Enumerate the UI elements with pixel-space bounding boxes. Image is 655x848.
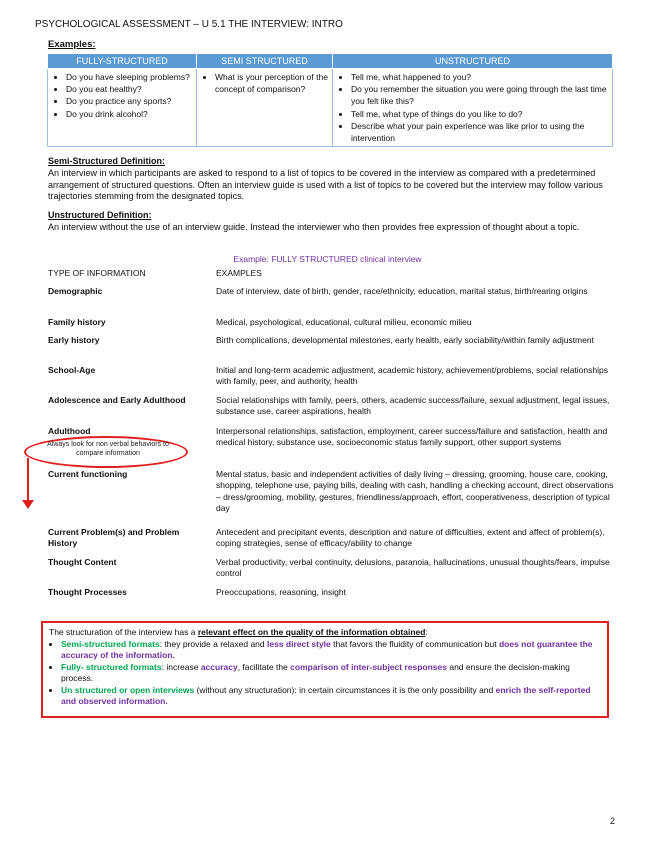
page-number: 2 — [610, 816, 616, 826]
list-item: • Tell me, what type of things do you like to do? — [351, 108, 608, 120]
summary-intro: The structuration of the interview has a relevant effect on the quality of the information obtained: — [49, 627, 428, 637]
row-type: Current functioning — [48, 469, 128, 479]
row-type: Current Problem(s) and Problem History — [48, 527, 180, 549]
unstructured-definition-text: An interview without the use of an interview guide. Instead the interviewer who then provides free expression of thought about a topic. — [48, 222, 580, 232]
list-item: • Do you eat healthy? — [66, 83, 192, 95]
row-type: Demographic — [48, 286, 103, 296]
row-examples: Mental status, basic and independent activities of daily living – dressing, grooming, house care, cooking, shopping, telephone use, paying bills, dealing with cash, handling a checking account, direct observations – dress/grooming, mobility, gestures, friendliness/approach, effort, cooperativeness, description of typical day — [216, 469, 614, 514]
list-item: • Do you remember the situation you were going through the last time you felt like this? — [351, 83, 608, 107]
examples-table — [47, 53, 613, 147]
fully-structured-examples — [48, 69, 197, 147]
annotation-note: Always look for non verbal behaviors to compare information — [47, 441, 169, 457]
list-item: • Describe what your pain experience was like prior to using the intervention — [351, 120, 608, 144]
list-item: • Do you practice any sports? — [66, 95, 192, 107]
arrow-down-icon — [22, 500, 34, 509]
unstructured-definition-title: Unstructured Definition: — [48, 210, 152, 220]
semi-structured-definition-title: Semi-Structured Definition: — [48, 156, 166, 166]
row-examples: Verbal productivity, verbal continuity, delusions, paranoia, hallucinations, unusual thoughts/fears, impulse control — [216, 557, 610, 579]
clinical-interview-heading: Example: FULLY STRUCTURED clinical interview — [233, 254, 422, 264]
column-header-semi-structured: SEMI STRUCTURED — [197, 54, 333, 69]
examples-label: Examples: — [48, 39, 96, 50]
unstructured-examples — [333, 69, 613, 147]
summary-item-unstructured: • Un structured or open interviews (without any structuration): in certain circumstances it is the only possibility and enrich the self-reported and observed information. — [61, 685, 601, 708]
row-type: Thought Processes — [48, 587, 127, 597]
row-type: Adulthood — [48, 426, 91, 436]
row-examples: Initial and long-term academic adjustment, academic history, achievement/problems, social relationships with family, peer, and authority, health — [216, 365, 608, 387]
column-header-examples: EXAMPLES — [216, 268, 262, 278]
summary-box — [41, 621, 609, 718]
column-header-fully-structured: FULLY-STRUCTURED — [48, 54, 197, 69]
list-item: • Do you have sleeping problems? — [66, 71, 192, 83]
row-examples: Social relationships with family, peers, others, academic success/failure, sexual adjustment, legal issues, substance use, career aspirations, health — [216, 395, 610, 417]
column-header-unstructured: UNSTRUCTURED — [333, 54, 613, 69]
semi-structured-definition-text: An interview in which participants are asked to respond to a list of topics to be covered in the interview as compared with a predetermined arrangement of structured questions. Often an interview guide is used with a list of topics to be covered but the interview may follow various trajectories stemming from the designated topics. — [48, 168, 603, 201]
summary-item-semi-structured: • Semi-structured formats: they provide a relaxed and less direct style that favors the fluidity of communication but does not guarantee the accuracy of the information. — [61, 639, 601, 662]
row-type: Early history — [48, 335, 100, 345]
annotation-arrow-line — [27, 458, 29, 504]
row-type: Family history — [48, 317, 106, 327]
list-item: • Do you drink alcohol? — [66, 108, 192, 120]
row-examples: Interpersonal relationships, satisfaction, employment, career success/failure and satisfaction, health and medical history, substance use, socioeconomic status family support, other support systems — [216, 426, 608, 448]
page-title: PSYCHOLOGICAL ASSESSMENT – U 5.1 THE INTERVIEW: INTRO — [35, 19, 343, 30]
summary-item-fully-structured: • Fully- structured formats: increase accuracy, facilitate the comparison of inter-subject responses and ensure the decision-making process. — [61, 662, 601, 685]
row-examples: Antecedent and precipitant events, description and nature of difficulties, extent and affect of problem(s), coping strategies, sense of efficacy/ability to change — [216, 527, 605, 549]
row-type: School-Age — [48, 365, 96, 375]
column-header-type: TYPE OF INFORMATION — [48, 268, 146, 278]
row-examples: Preoccupations, reasoning, insight — [216, 587, 346, 597]
list-item: • What is your perception of the concept of comparison? — [215, 71, 328, 95]
row-examples: Date of interview, date of birth, gender, race/ethnicity, education, marital status, birth/rearing origins — [216, 286, 588, 296]
row-type: Adolescence and Early Adulthood — [48, 395, 186, 405]
list-item: • Tell me, what happened to you? — [351, 71, 608, 83]
row-examples: Birth complications, developmental milestones, early health, early sociability/within family adjustment — [216, 335, 594, 345]
semi-structured-examples — [197, 69, 333, 147]
row-type: Thought Content — [48, 557, 117, 567]
row-examples: Medical, psychological, educational, cultural milieu, economic milieu — [216, 317, 472, 327]
